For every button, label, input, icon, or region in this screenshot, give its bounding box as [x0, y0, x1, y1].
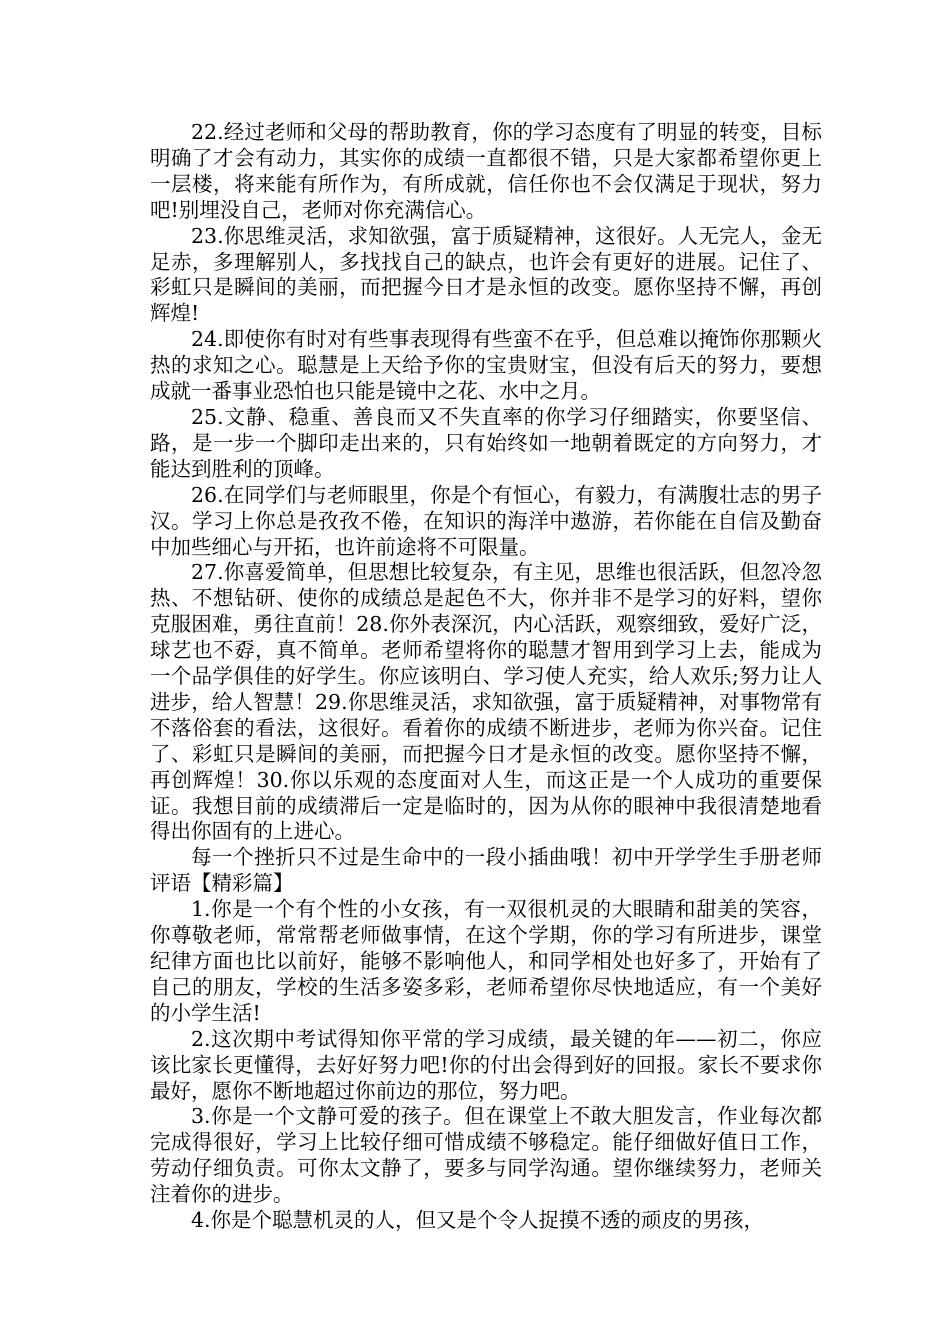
paragraph-25: 25.文静、稳重、善良而又不失直率的你学习仔细踏实，你要坚信、路，是一步一个脚印走出来的，只有始终如一地朝着既定的方向努力，才能达到胜利的顶峰。: [150, 404, 822, 481]
paragraph-3: 3.你是一个文静可爱的孩子。但在课堂上不敢大胆发言，作业每次都完成得很好，学习上比较仔细可惜成绩不够稳定。能仔细做好值日工作，劳动仔细负责。可你太文静了，要多与同学沟通。望你继续努力，老师关注着你的进步。: [150, 1104, 822, 1207]
paragraph-23: 23.你思维灵活，求知欲强，富于质疑精神，这很好。人无完人，金无足赤，多理解别人，多找找自己的缺点，也许会有更好的进展。记住了、彩虹只是瞬间的美丽，而把握今日才是永恒的改变。愿你坚持不懈，再创辉煌!: [150, 223, 822, 326]
paragraph-1: 1.你是一个有个性的小女孩，有一双很机灵的大眼睛和甜美的笑容，你尊敬老师，常常帮老师做事情，在这个学期，你的学习有所进步，课堂纪律方面也比以前好，能够不影响他人，和同学相处也好多了，开始有了自己的朋友，学校的生活多姿多彩，老师希望你尽快地适应，有一个美好的小学生活!: [150, 897, 822, 1025]
paragraph-22: 22.经过老师和父母的帮助教育，你的学习态度有了明显的转变，目标明确了才会有动力，其实你的成绩一直都很不错，只是大家都希望你更上一层楼，将来能有所作为，有所成就，信任你也不会仅满足于现状，努力吧!别埋没自己，老师对你充满信心。: [150, 120, 822, 222]
document-body: [150, 120, 822, 1234]
paragraph-24: 24.即使你有时对有些事表现得有些蛮不在乎，但总难以掩饰你那颗火热的求知之心。聪慧是上天给予你的宝贵财宝，但没有后天的努力，要想成就一番事业恐怕也只能是镜中之花、水中之月。: [150, 327, 822, 404]
paragraph-2: 2.这次期中考试得知你平常的学习成绩，最关键的年——初二，你应该比家长更懂得，去好好努力吧!你的付出会得到好的回报。家长不要求你最好，愿你不断地超过你前边的那位，努力吧。: [150, 1026, 822, 1103]
paragraph-26: 26.在同学们与老师眼里，你是个有恒心，有毅力，有满腹壮志的男子汉。学习上你总是孜孜不倦，在知识的海洋中遨游，若你能在自信及勤奋中加些细心与开拓，也许前途将不可限量。: [150, 482, 822, 559]
paragraph-4: 4.你是个聪慧机灵的人，但又是个令人捉摸不透的顽皮的男孩，: [191, 1208, 765, 1233]
section-heading: 每一个挫折只不过是生命中的一段小插曲哦！初中开学学生手册老师评语【精彩篇】: [150, 845, 822, 896]
paragraph-27-30: 27.你喜爱简单，但思想比较复杂，有主见，思维也很活跃，但忽冷忽热、不想钻研、使你的成绩总是起色不大，你并非不是学习的好料，望你克服困难，勇往直前！28.你外表深沉，内心活跃，观察细致，爱好广泛，球艺也不孬，真不简单。老师希望将你的聪慧才智用到学习上去，能成为一个品学俱佳的好学生。你应该明白、学习使人充实，给人欢乐;努力让人进步，给人智慧！29.你思维灵活，求知欲强，富于质疑精神，对事物常有不落俗套的看法，这很好。看着你的成绩不断进步，老师为你兴奋。记住了、彩虹只是瞬间的美丽，而把握今日才是永恒的改变。愿你坚持不懈，再创辉煌！30.你以乐观的态度面对人生，而这正是一个人成功的重要保证。我想目前的成绩滞后一定是临时的，因为从你的眼神中我很清楚地看得出你固有的上进心。: [150, 560, 822, 844]
